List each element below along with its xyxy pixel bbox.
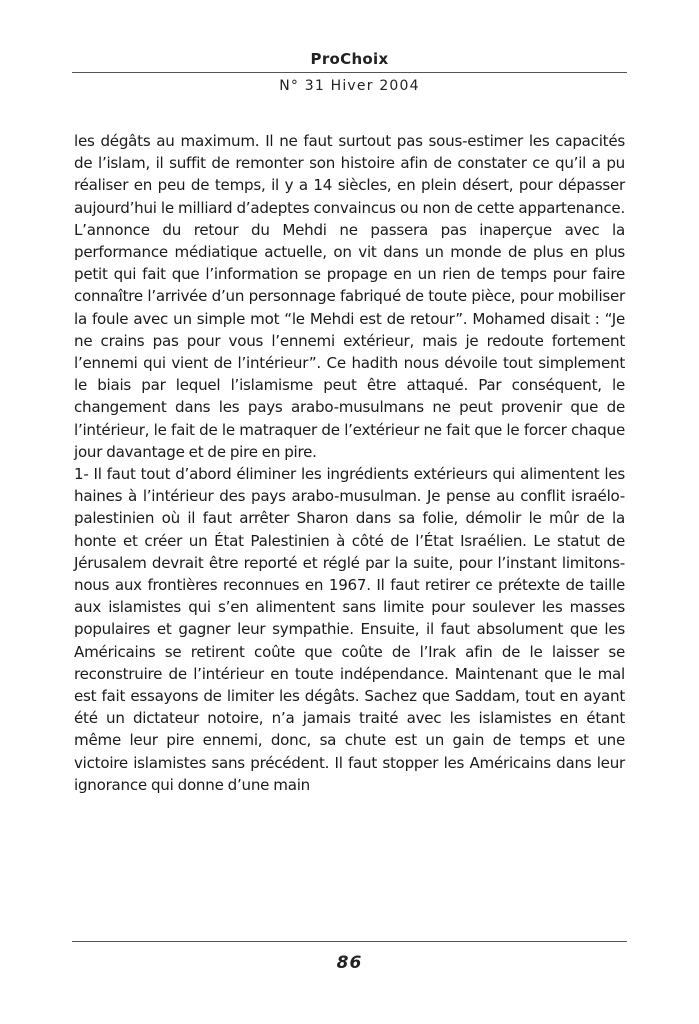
header-divider [72,72,627,73]
article-body [74,130,625,796]
article-paragraph: 1- Il faut tout d’abord éliminer les ingrédients extérieurs qui alimentent les haines à l’intérieur des pays arabo-musulman. Je pense au conflit israélo-palestinien où il faut arrêter Sharon dans sa folie, démolir le mûr de la honte et créer un État Palestinien à côté de l’État Israélien. Le statut de Jérusalem devrait être reporté et réglé par la suite, pour l’instant limitons-nous aux frontières reconnues en 1967. Il faut retirer ce prétexte de taille aux islamistes qui s’en alimentent sans limite pour soulever les masses populaires et gagner leur sympathie. Ensuite, il faut absolument que les Américains se retirent coûte que coûte de l’Irak afin de le laisser se reconstruire de l’intérieur en toute indépendance. Maintenant que le mal est fait essayons de limiter les dégâts. Sachez que Saddam, tout en ayant été un dictateur notoire, n’a jamais traité avec les islamistes en étant même leur pire ennemi, donc, sa chute est un gain de temps et une victoire islamistes sans précédent. Il faut stopper les Américains dans leur ignorance qui donne d’une main [74,465,625,794]
issue-label: N° 31 Hiver 2004 [279,78,420,94]
article-paragraph: les dégâts au maximum. Il ne faut surtout pas sous-estimer les capacités de l’islam, il suffit de remonter son histoire afin de constater ce qu’il a pu réaliser en peu de temps, il y a 14 siècles, en plein désert, pour dépasser aujourd’hui le milliard d’adeptes convaincus ou non de cette appartenance. L’annonce du retour du Mehdi ne passera pas inaperçue avec la performance médiatique actuelle, on vit dans un monde de plus en plus petit qui fait que l’information se propage en un rien de temps pour faire connaître l’arrivée d’un personnage fabriqué de toute pièce, pour mobiliser la foule avec un simple mot “le Mehdi est de retour”. Mohamed disait : “Je ne crains pas pour vous l’ennemi extérieur, mais je redoute fortement l’ennemi qui vient de l’intérieur”. Ce hadith nous dévoile tout simplement le biais par lequel l’islamisme peut être attaqué. Par conséquent, le changement dans les pays arabo-musulmans ne peut provenir que de l’intérieur, le fait de le matraquer de l’extérieur ne fait que le forcer chaque jour davantage et de pire en pire. [74,132,625,461]
publication-title: ProChoix [310,50,389,68]
footer-divider [72,941,627,942]
page-number: 86 [336,953,363,973]
